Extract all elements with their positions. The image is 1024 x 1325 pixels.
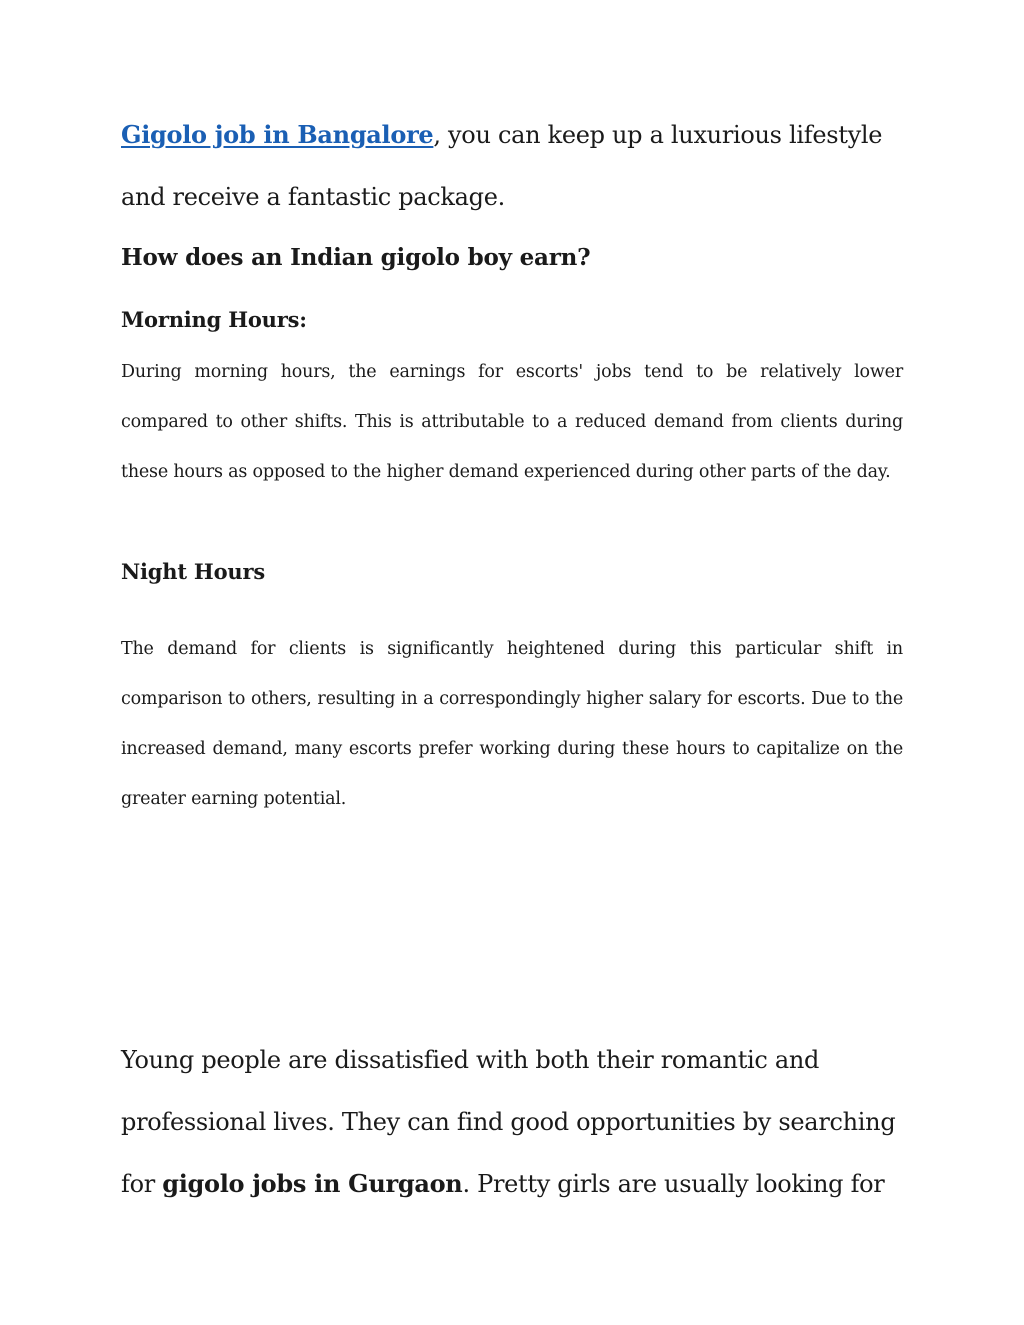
closing-text-end: . Pretty girls are usually looking for: [462, 1170, 885, 1198]
gurgaon-jobs-text: gigolo jobs in Gurgaon: [162, 1169, 463, 1198]
night-heading: Night Hours: [121, 559, 265, 584]
bangalore-job-link[interactable]: Gigolo job in Bangalore: [121, 120, 434, 149]
closing-text-start: Young people are dissatisfied with both their romantic and professional lives. They can find good opportunities by searching for: [121, 1046, 896, 1198]
intro-paragraph: [121, 104, 903, 228]
intro-text: , you can keep up a luxurious lifestyle and receive a fantastic package.: [121, 121, 883, 211]
earn-heading: How does an Indian gigolo boy earn?: [121, 244, 591, 271]
morning-paragraph: During morning hours, the earnings for escorts' jobs tend to be relatively lower compared to other shifts. This is attributable to a reduced demand from clients during these hours as opposed to the higher demand experienced during other parts of the day.: [121, 362, 903, 482]
night-paragraph: The demand for clients is significantly heightened during this particular shift in comparison to others, resulting in a correspondingly higher salary for escorts. Due to the increased demand, many escorts prefer working during these hours to capitalize on the greater earning potential.: [121, 639, 903, 809]
morning-heading: Morning Hours:: [121, 307, 307, 332]
closing-paragraph: [121, 1029, 903, 1215]
